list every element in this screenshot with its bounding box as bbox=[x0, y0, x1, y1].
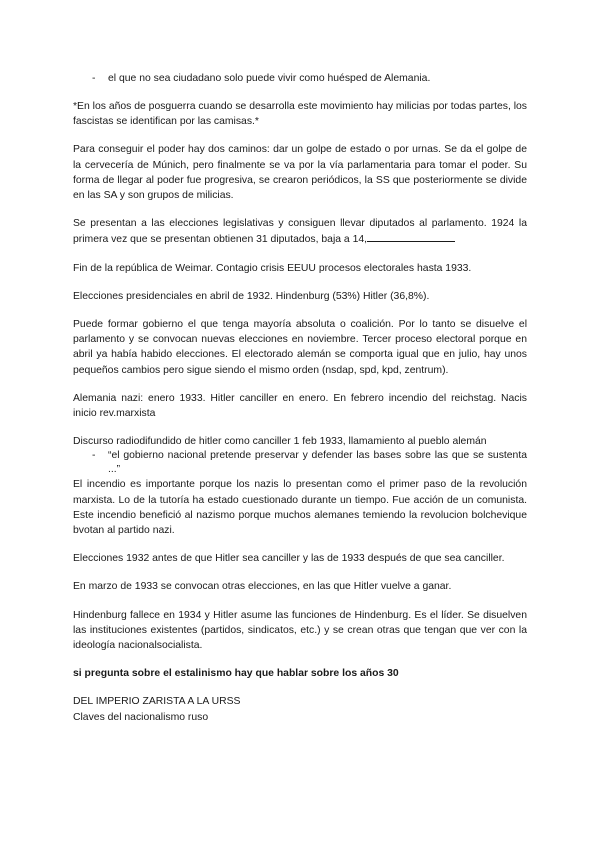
bullet-text: “el gobierno nacional pretende preservar y defender las bases sobre las que se sustenta ...” bbox=[108, 450, 527, 476]
bold-heading: si pregunta sobre el estalinismo hay que hablar sobre los años 30 bbox=[73, 668, 399, 680]
paragraph: Elecciones 1932 antes de que Hitler sea canciller y las de 1933 después de que sea canciller. bbox=[73, 553, 505, 565]
paragraph-text: Se presentan a las elecciones legislativas y consiguen llevar diputados al parlamento. 1924 la primera vez que se presentan obtienen 31 diputados, baja a 14, bbox=[73, 218, 527, 246]
paragraph: En marzo de 1933 se convocan otras elecciones, en las que Hitler vuelve a ganar. bbox=[73, 581, 452, 593]
paragraph: Alemania nazi: enero 1933. Hitler canciller en enero. En febrero incendio del reichstag. Nacis inicio rev.marxista bbox=[73, 392, 527, 420]
paragraph: Puede formar gobierno el que tenga mayoría absoluta o coalición. Por lo tanto se disuelve el parlamento y se convocan nuevas elecciones en noviembre. Tercer proceso electoral porque en abril ya había habido elecciones. El electorado alemán se comporta igual que en julio, hay unos pequeños cambios pero sigue siendo el mismo orden (nsdap, spd, kpd, zentrum). bbox=[73, 319, 527, 376]
paragraph: Elecciones presidenciales en abril de 1932. Hindenburg (53%) Hitler (36,8%). bbox=[73, 290, 430, 302]
paragraph: Para conseguir el poder hay dos caminos: dar un golpe de estado o por urnas. Se da el golpe de la cervecería de Múnich, pero finalmente se va por la vía parlamentaria para tomar el poder. Su forma de llegar al poder fue progresiva, se crearon periódicos, la SS que posteriormente se divide en las SA y son grupos de milicias. bbox=[73, 144, 527, 202]
paragraph: Discurso radiodifundido de hitler como canciller 1 feb 1933, llamamiento al pueblo alemán bbox=[73, 436, 487, 448]
paragraph: *En los años de posguerra cuando se desarrolla este movimiento hay milicias por todas partes, los fascistas se identifican por las camisas.* bbox=[73, 101, 527, 128]
bullet-text: el que no sea ciudadano solo puede vivir como huésped de Alemania. bbox=[108, 73, 431, 84]
paragraph: Fin de la república de Weimar. Contagio crisis EEUU procesos electorales hasta 1933. bbox=[73, 262, 472, 274]
paragraph: El incendio es importante porque los nazis lo presentan como el primer paso de la revolución marxista. Lo de la tutoría ha estado cuestionado durante un tiempo. Fue acción de un comunista. Este incendio benefició al nazismo porque muchos alemanes temiendo la revolucion bolchevique bvotan al partido nazi. bbox=[73, 479, 527, 537]
section-title: DEL IMPERIO ZARISTA A LA URSS bbox=[73, 696, 241, 708]
blank-line bbox=[367, 231, 455, 242]
list-item bbox=[73, 72, 527, 86]
list-item bbox=[73, 449, 527, 477]
bullet-dash: - bbox=[92, 73, 96, 84]
paragraph: Hindenburg fallece en 1934 y Hitler asume las funciones de Hindenburg. Es el líder. Se disuelven las instituciones existentes (partidos, sindicatos, etc.) y se crean otras que tengan que ver con la ideología nacionalsocialista. bbox=[73, 609, 527, 652]
section-subtitle: Claves del nacionalismo ruso bbox=[73, 711, 209, 723]
bullet-dash: - bbox=[92, 450, 96, 462]
paragraph bbox=[73, 216, 527, 247]
